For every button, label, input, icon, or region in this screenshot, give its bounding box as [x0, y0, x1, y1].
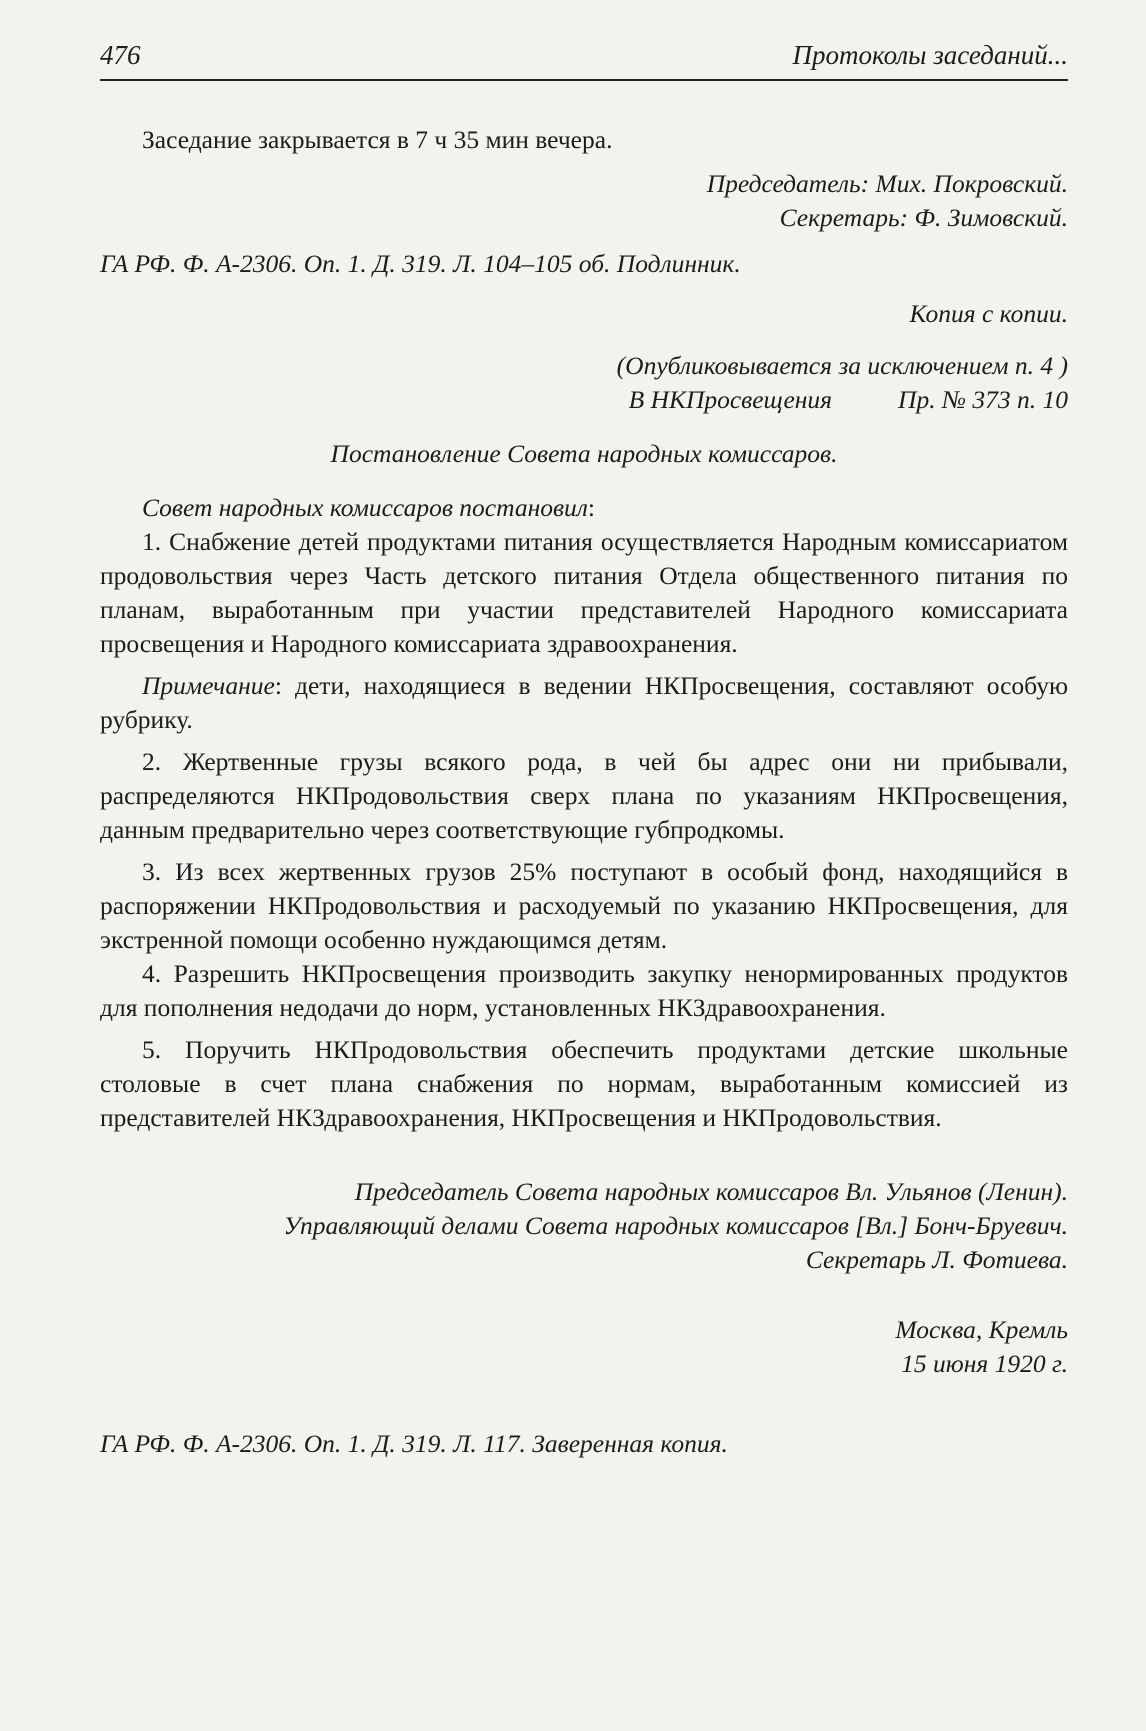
item-4: 4. Разрешить НКПросвещения производить закупку ненормированных продуктов для пополнения недодачи до норм, установленных НКЗдравоохранения. [100, 959, 1068, 1022]
running-header [100, 40, 1068, 81]
date: 15 июня 1920 г. [901, 1349, 1068, 1378]
copy-note: Копия с копии. [909, 299, 1068, 328]
note-label: Примечание [142, 671, 275, 700]
secretary-signature-2: Секретарь Л. Фотиева. [805, 1245, 1068, 1274]
chairman-signature-1: Председатель: Мих. Покровский. [706, 169, 1068, 198]
item-1: 1. Снабжение детей продуктами питания осуществляется Народным комиссариатом продовольствия через Часть детского питания Отдела общественного питания по планам, выработанным при участии представителей Народного комиссариата просвещения и Народного комиссариата здравоохранения. [100, 527, 1068, 658]
closing-line: Заседание закрывается в 7 ч 35 мин вечера. [142, 125, 613, 154]
publication-note: (Опубликовывается за исключением п. 4 ) [616, 351, 1068, 380]
resolved-colon: : [587, 493, 596, 522]
archive-reference-2: ГА РФ. Ф. А-2306. Оп. 1. Д. 319. Л. 117. Заверенная копия. [100, 1429, 728, 1458]
archive-reference-1: ГА РФ. Ф. А-2306. Оп. 1. Д. 319. Л. 104–105 об. Подлинник. [100, 249, 741, 278]
note-paragraph [100, 669, 1068, 737]
place-date-block [100, 1313, 1068, 1381]
item-5: 5. Поручить НКПродовольствия обеспечить продуктами детские школьные столовые в счет плана снабжения по нормам, выработанным комиссией из представителей НКЗдравоохранения, НКПросвещения и НКПродовольствия. [100, 1035, 1068, 1132]
ministry-addressee: В НКПросвещения [628, 385, 833, 414]
manager-signature: Управляющий делами Совета народных комиссаров [Вл.] Бонч-Бруевич. [283, 1211, 1068, 1240]
running-title: Протоколы заседаний... [792, 40, 1068, 70]
secretary-signature-1: Секретарь: Ф. Зимовский. [779, 203, 1068, 232]
protocol-reference: Пр. № 373 п. 10 [898, 385, 1068, 414]
resolution-title: Постановление Совета народных комиссаров. [330, 439, 838, 468]
resolved-prefix: Совет народных комиссаров постановил [142, 493, 588, 522]
chairman-signature-2: Председатель Совета народных комиссаров Вл. Ульянов (Ленин). [354, 1177, 1068, 1206]
final-signatures [100, 1175, 1068, 1277]
place: Москва, Кремль [895, 1315, 1068, 1344]
document-page [100, 40, 1068, 1461]
note-text: : дети, находящиеся в ведении НКПросвещения, составляют особую рубрику. [100, 671, 1068, 734]
resolved-line [100, 491, 1068, 525]
publication-block [100, 349, 1068, 417]
page-number: 476 [100, 40, 141, 70]
item-3: 3. Из всех жертвенных грузов 25% поступают в особый фонд, находящийся в распоряжении НКПродовольствия и расходуемый по указанию НКПросвещения, для экстренной помощи особенно нуждающимся детям. [100, 857, 1068, 954]
item-2: 2. Жертвенные грузы всякого рода, в чей бы адрес они ни прибывали, распределяются НКПродовольствия сверх плана по указаниям НКПросвещения, данным предварительно через соответствующие губпродкомы. [100, 747, 1068, 844]
